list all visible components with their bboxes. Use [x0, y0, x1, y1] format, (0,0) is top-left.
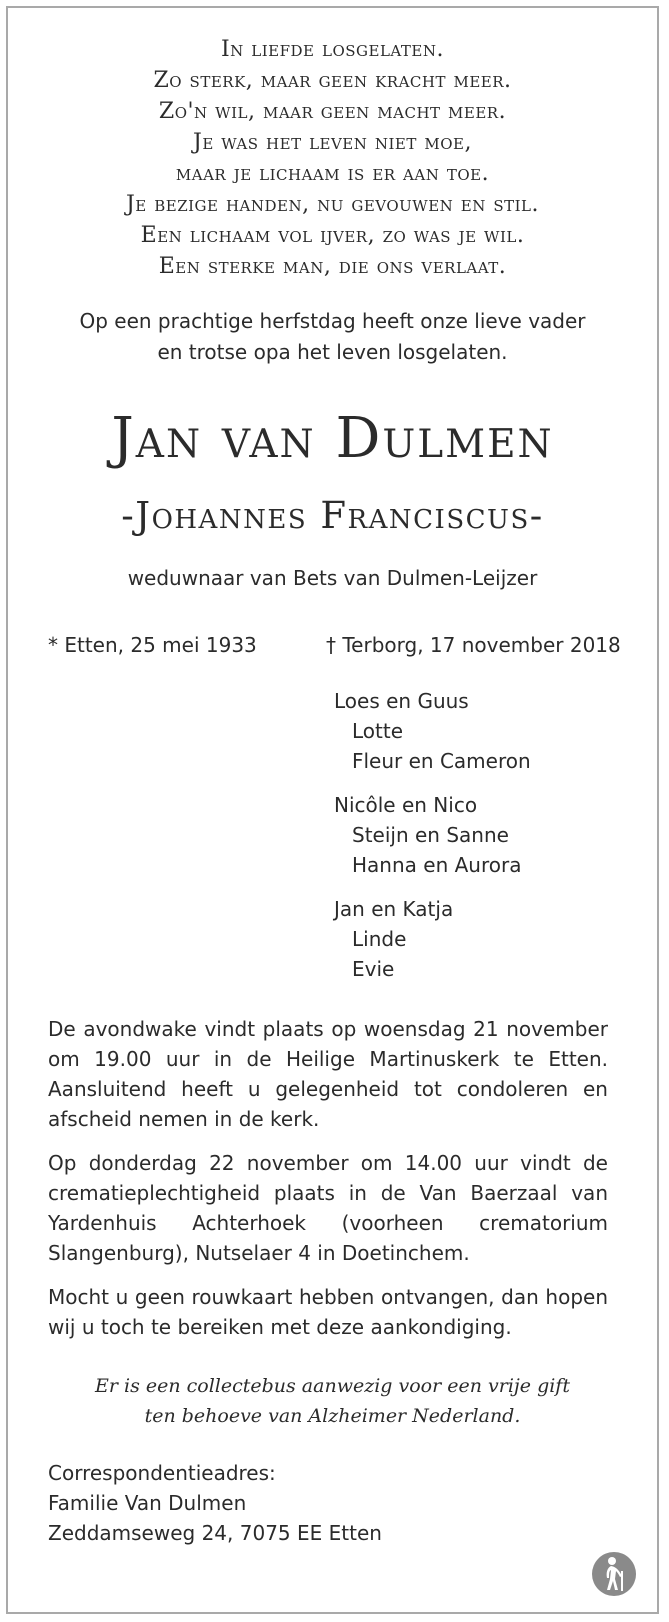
correspondence-label: Correspondentieadres:	[48, 1461, 276, 1485]
intro-line: en trotse opa het leven losgelaten.	[157, 340, 508, 364]
poem-line: In liefde losgelaten.	[220, 37, 445, 62]
poem-line: maar je lichaam is er aan toe.	[175, 161, 490, 186]
family-group	[334, 894, 531, 984]
intro-text	[8, 306, 657, 368]
family-child: Lotte	[352, 719, 404, 743]
family-parent: Loes en Guus	[334, 689, 469, 713]
correspondence-address	[48, 1458, 382, 1548]
poem-line: Je bezige handen, nu gevouwen en stil.	[125, 192, 540, 217]
family-parent: Jan en Katja	[334, 897, 454, 921]
cremation-paragraph: Op donderdag 22 november om 14.00 uur vindt de crematieplechtigheid plaats in de Van Baerzaal van Yardenhuis Achterhoek (voorheen crematorium Slangenburg), Nutselaer 4 in Doetinchem.	[48, 1151, 608, 1265]
intro-line: Op een prachtige herfstdag heeft onze lieve vader	[79, 309, 586, 333]
obituary-card	[6, 6, 659, 1614]
family-group	[334, 790, 531, 880]
family-parent: Nicôle en Nico	[334, 793, 478, 817]
poem-line: Zo sterk, maar geen kracht meer.	[153, 68, 512, 93]
family-list	[334, 686, 531, 998]
family-child: Evie	[352, 957, 395, 981]
collection-line: ten behoeve van Alzheimer Nederland.	[144, 1405, 521, 1427]
family-child: Steijn en Sanne	[352, 823, 509, 847]
family-group	[334, 686, 531, 776]
poem-line: Een sterke man, die ons verlaat.	[158, 254, 507, 279]
correspondence-name: Familie Van Dulmen	[48, 1491, 247, 1515]
deceased-full-name: -Johannes Franciscus-	[121, 494, 544, 537]
poem-line: Zo'n wil, maar geen macht meer.	[158, 99, 507, 124]
poem-line: Je was het leven niet moe,	[193, 130, 472, 155]
deceased-name: Jan van Dulmen	[111, 406, 554, 471]
walking-figure-logo-icon	[591, 1551, 637, 1597]
wake-paragraph: De avondwake vindt plaats op woensdag 21 november om 19.00 uur in de Heilige Martinuskerk te Etten. Aansluitend heeft u gelegenheid tot condoleren en afscheid nemen in de kerk.	[48, 1017, 608, 1131]
announcement-paragraph: Mocht u geen rouwkaart hebben ontvangen, dan hopen wij u toch te bereiken met deze aankondiging.	[48, 1285, 608, 1339]
correspondence-street: Zeddamseweg 24, 7075 EE Etten	[48, 1521, 382, 1545]
family-child: Hanna en Aurora	[352, 853, 522, 877]
widower-line: weduwnaar van Bets van Dulmen-Leijzer	[127, 566, 538, 590]
collection-line: Er is een collectebus aanwezig voor een vrije gift	[95, 1375, 570, 1397]
family-child: Linde	[352, 927, 407, 951]
poem-line: Een lichaam vol ijver, zo was je wil.	[140, 223, 525, 248]
collection-note	[8, 1371, 657, 1431]
family-child: Fleur en Cameron	[352, 749, 531, 773]
poem	[8, 34, 657, 282]
death-info: † Terborg, 17 november 2018	[326, 633, 621, 657]
birth-info: * Etten, 25 mei 1933	[48, 633, 257, 657]
